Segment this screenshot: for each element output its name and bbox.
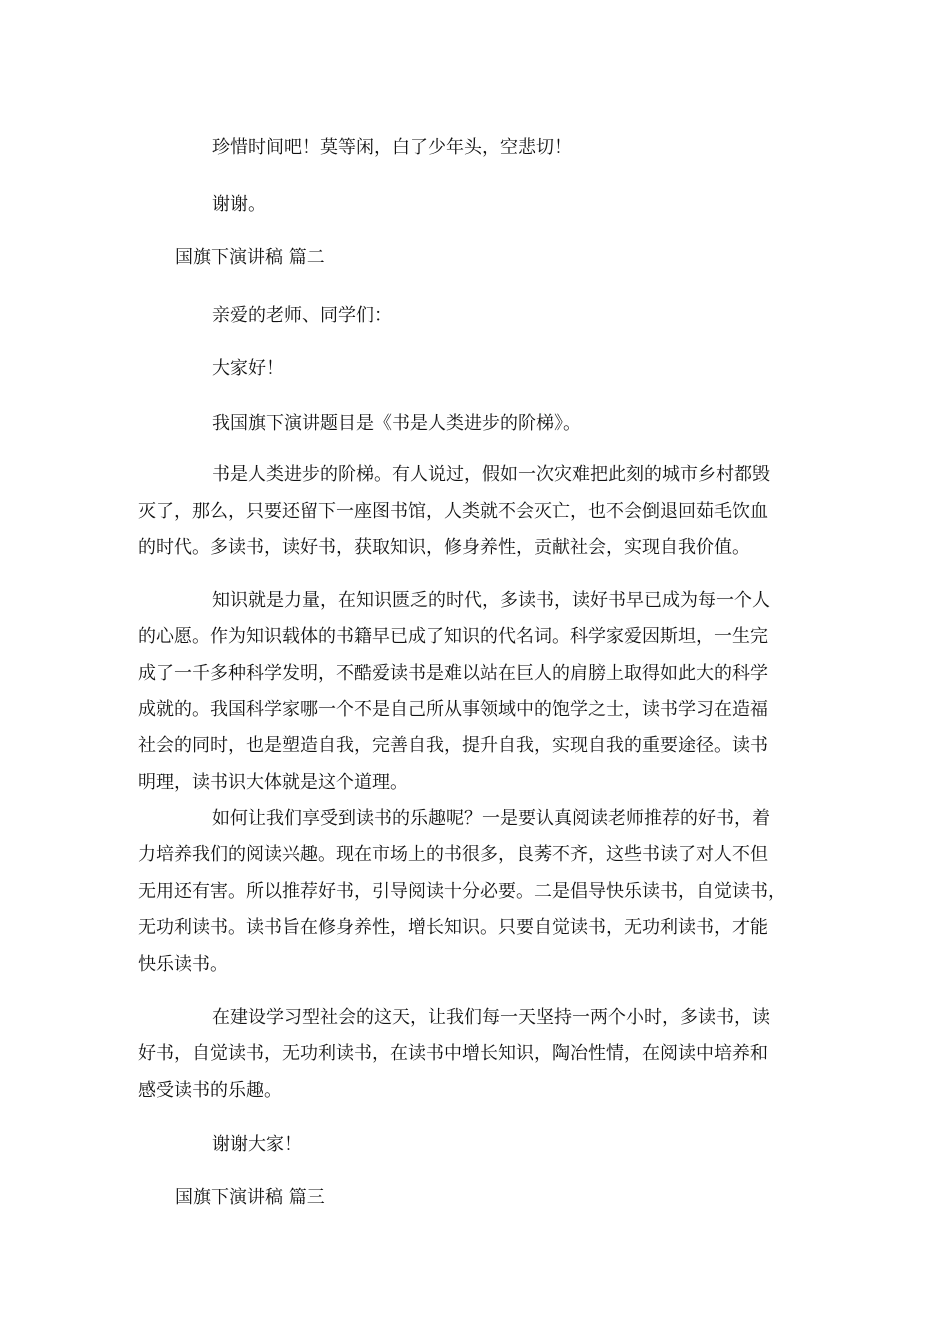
paragraph-2-line-5: 社会的同时，也是塑造自我，完善自我，提升自我，实现自我的重要途径。读书 xyxy=(138,735,768,756)
paragraph-3-line-5: 快乐读书。 xyxy=(138,954,228,975)
closing-line-2: 谢谢。 xyxy=(212,194,266,215)
hello: 大家好！ xyxy=(212,358,284,379)
paragraph-2-line-3: 成了一千多种科学发明，不酷爱读书是难以站在巨人的肩膀上取得如此大的科学 xyxy=(138,663,768,684)
greeting: 亲爱的老师、同学们： xyxy=(212,305,392,326)
paragraph-3-line-2: 力培养我们的阅读兴趣。现在市场上的书很多，良莠不齐，这些书读了对人不但 xyxy=(138,844,768,865)
paragraph-2-line-1: 知识就是力量，在知识匮乏的时代，多读书，读好书早已成为每一个人 xyxy=(212,590,770,611)
paragraph-1-line-1: 书是人类进步的阶梯。有人说过，假如一次灾难把此刻的城市乡村都毁 xyxy=(212,464,770,485)
paragraph-3-line-4: 无功利读书。读书旨在修身养性，增长知识。只要自觉读书，无功利读书，才能 xyxy=(138,917,768,938)
closing-line-1: 珍惜时间吧！莫等闲，白了少年头，空悲切！ xyxy=(212,137,572,158)
paragraph-3-line-1: 如何让我们享受到读书的乐趣呢？一是要认真阅读老师推荐的好书，着 xyxy=(212,808,770,829)
paragraph-4-line-3: 感受读书的乐趣。 xyxy=(138,1080,282,1101)
paragraph-1-line-2: 灭了，那么，只要还留下一座图书馆，人类就不会灭亡，也不会倒退回茹毛饮血 xyxy=(138,501,768,522)
paragraph-2-line-4: 成就的。我国科学家哪一个不是自己所从事领域中的饱学之士，读书学习在造福 xyxy=(138,699,768,720)
thanks-line: 谢谢大家！ xyxy=(212,1134,302,1155)
paragraph-3-line-3: 无用还有害。所以推荐好书，引导阅读十分必要。二是倡导快乐读书，自觉读书， xyxy=(138,881,786,902)
paragraph-2-line-2: 的心愿。作为知识载体的书籍早已成了知识的代名词。科学家爱因斯坦，一生完 xyxy=(138,626,768,647)
paragraph-4-line-1: 在建设学习型社会的这天，让我们每一天坚持一两个小时，多读书，读 xyxy=(212,1007,770,1028)
paragraph-1-line-3: 的时代。多读书，读好书，获取知识，修身养性，贡献社会，实现自我价值。 xyxy=(138,537,750,558)
section-3-title: 国旗下演讲稿 篇三 xyxy=(175,1187,325,1208)
paragraph-4-line-2: 好书，自觉读书，无功利读书，在读书中增长知识，陶冶性情，在阅读中培养和 xyxy=(138,1043,768,1064)
topic-line: 我国旗下演讲题目是《书是人类进步的阶梯》。 xyxy=(212,413,581,434)
paragraph-2-line-6: 明理，读书识大体就是这个道理。 xyxy=(138,772,408,793)
section-2-title: 国旗下演讲稿 篇二 xyxy=(175,247,325,268)
